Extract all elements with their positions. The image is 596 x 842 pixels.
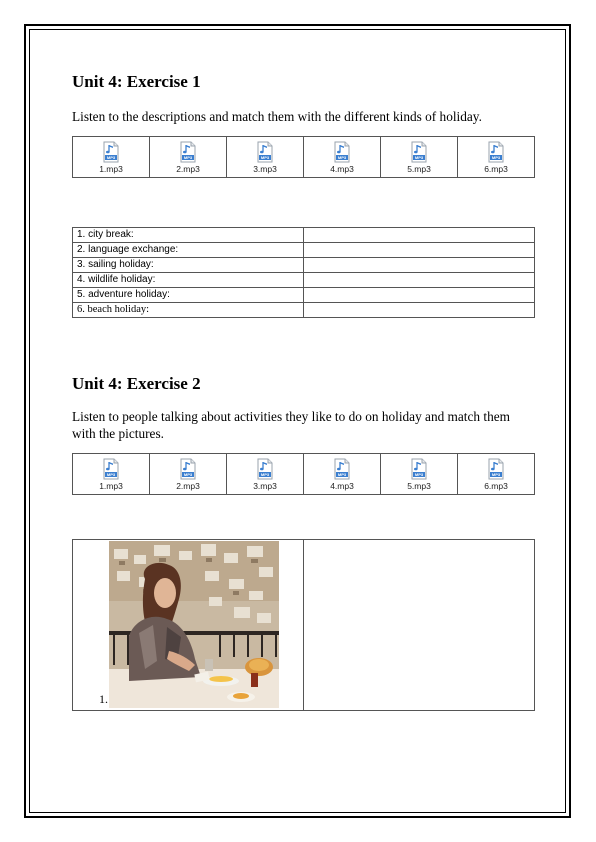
holiday-type-label: 3. sailing holiday: — [73, 258, 304, 273]
holiday-type-label: 1. city break: — [73, 228, 304, 243]
svg-text:MP3: MP3 — [106, 471, 116, 477]
exercise2-audio-file-5[interactable] — [407, 458, 431, 491]
svg-text:MP3: MP3 — [491, 154, 501, 160]
mp3-file-icon — [180, 141, 196, 163]
picture-answer-cell-1[interactable] — [304, 540, 535, 711]
audio-file-name: 6.mp3 — [484, 480, 508, 491]
svg-text:MP3: MP3 — [183, 154, 193, 160]
holiday-answer-cell[interactable] — [304, 273, 535, 288]
holiday-answer-cell[interactable] — [304, 303, 535, 318]
exercise1-audio-file-6[interactable] — [484, 141, 508, 174]
holiday-type-label: 2. language exchange: — [73, 243, 304, 258]
exercise2-audio-table — [72, 453, 535, 495]
picture-number: 1. — [99, 692, 108, 706]
table-row — [73, 258, 535, 273]
exercise1-audio-cell-2 — [150, 137, 227, 178]
mp3-file-icon — [103, 458, 119, 480]
mp3-file-icon — [257, 141, 273, 163]
mp3-file-icon — [103, 141, 119, 163]
exercise1-audio-cell-3 — [227, 137, 304, 178]
exercise1-audio-file-2[interactable] — [176, 141, 200, 174]
exercise1-match-table — [72, 227, 535, 318]
svg-text:MP3: MP3 — [414, 471, 424, 477]
exercise1-title: Unit 4: Exercise 1 — [72, 72, 201, 91]
audio-file-name: 1.mp3 — [99, 480, 123, 491]
holiday-answer-cell[interactable] — [304, 228, 535, 243]
holiday-type-label: 5. adventure holiday: — [73, 288, 304, 303]
exercise2-audio-file-1[interactable] — [99, 458, 123, 491]
audio-file-name: 4.mp3 — [330, 480, 354, 491]
exercise2-audio-cell-1 — [73, 454, 150, 495]
exercise2-audio-cell-4 — [304, 454, 381, 495]
mp3-file-icon — [411, 141, 427, 163]
svg-text:MP3: MP3 — [414, 154, 424, 160]
exercise1-audio-file-1[interactable] — [99, 141, 123, 174]
svg-text:MP3: MP3 — [337, 154, 347, 160]
svg-text:MP3: MP3 — [183, 471, 193, 477]
exercise2-audio-file-6[interactable] — [484, 458, 508, 491]
holiday-type-label: 4. wildlife holiday: — [73, 273, 304, 288]
mp3-file-icon — [334, 141, 350, 163]
picture-cell-1 — [73, 540, 304, 711]
audio-file-name: 2.mp3 — [176, 480, 200, 491]
photo-woman-breakfast-terrace — [109, 541, 279, 708]
exercise1-audio-file-5[interactable] — [407, 141, 431, 174]
holiday-answer-cell[interactable] — [304, 243, 535, 258]
audio-file-name: 3.mp3 — [253, 480, 277, 491]
audio-file-name: 5.mp3 — [407, 163, 431, 174]
table-row — [73, 303, 535, 318]
exercise2-title: Unit 4: Exercise 2 — [72, 374, 201, 393]
exercise1-audio-file-3[interactable] — [253, 141, 277, 174]
audio-file-name: 1.mp3 — [99, 163, 123, 174]
mp3-file-icon — [334, 458, 350, 480]
svg-text:MP3: MP3 — [260, 471, 270, 477]
exercise1-instruction: Listen to the descriptions and match them with the different kinds of holiday. — [72, 109, 482, 124]
exercise2-audio-cell-3 — [227, 454, 304, 495]
audio-file-name: 3.mp3 — [253, 163, 277, 174]
holiday-answer-cell[interactable] — [304, 288, 535, 303]
svg-text:MP3: MP3 — [337, 471, 347, 477]
mp3-file-icon — [411, 458, 427, 480]
table-row — [73, 243, 535, 258]
audio-file-name: 2.mp3 — [176, 163, 200, 174]
mp3-file-icon — [180, 458, 196, 480]
exercise2-audio-file-4[interactable] — [330, 458, 354, 491]
svg-text:MP3: MP3 — [260, 154, 270, 160]
svg-text:MP3: MP3 — [491, 471, 501, 477]
audio-file-name: 5.mp3 — [407, 480, 431, 491]
table-row — [73, 288, 535, 303]
audio-file-name: 6.mp3 — [484, 163, 508, 174]
exercise2-instruction: Listen to people talking about activities they like to do on holiday and match them with the pictures. — [72, 409, 510, 441]
holiday-answer-cell[interactable] — [304, 258, 535, 273]
exercise1-audio-table — [72, 136, 535, 178]
exercise1-audio-cell-1 — [73, 137, 150, 178]
exercise1-audio-cell-4 — [304, 137, 381, 178]
exercise1-audio-cell-5 — [381, 137, 458, 178]
holiday-type-label: 6. beach holiday: — [73, 303, 304, 318]
mp3-file-icon — [257, 458, 273, 480]
svg-text:MP3: MP3 — [106, 154, 116, 160]
audio-file-name: 4.mp3 — [330, 163, 354, 174]
table-row — [73, 228, 535, 243]
exercise2-audio-file-3[interactable] — [253, 458, 277, 491]
exercise1-audio-cell-6 — [458, 137, 535, 178]
exercise2-audio-file-2[interactable] — [176, 458, 200, 491]
exercise2-picture-table — [72, 539, 535, 711]
exercise2-audio-cell-6 — [458, 454, 535, 495]
mp3-file-icon — [488, 458, 504, 480]
exercise1-audio-file-4[interactable] — [330, 141, 354, 174]
table-row — [73, 273, 535, 288]
mp3-file-icon — [488, 141, 504, 163]
exercise2-audio-cell-5 — [381, 454, 458, 495]
exercise2-audio-cell-2 — [150, 454, 227, 495]
